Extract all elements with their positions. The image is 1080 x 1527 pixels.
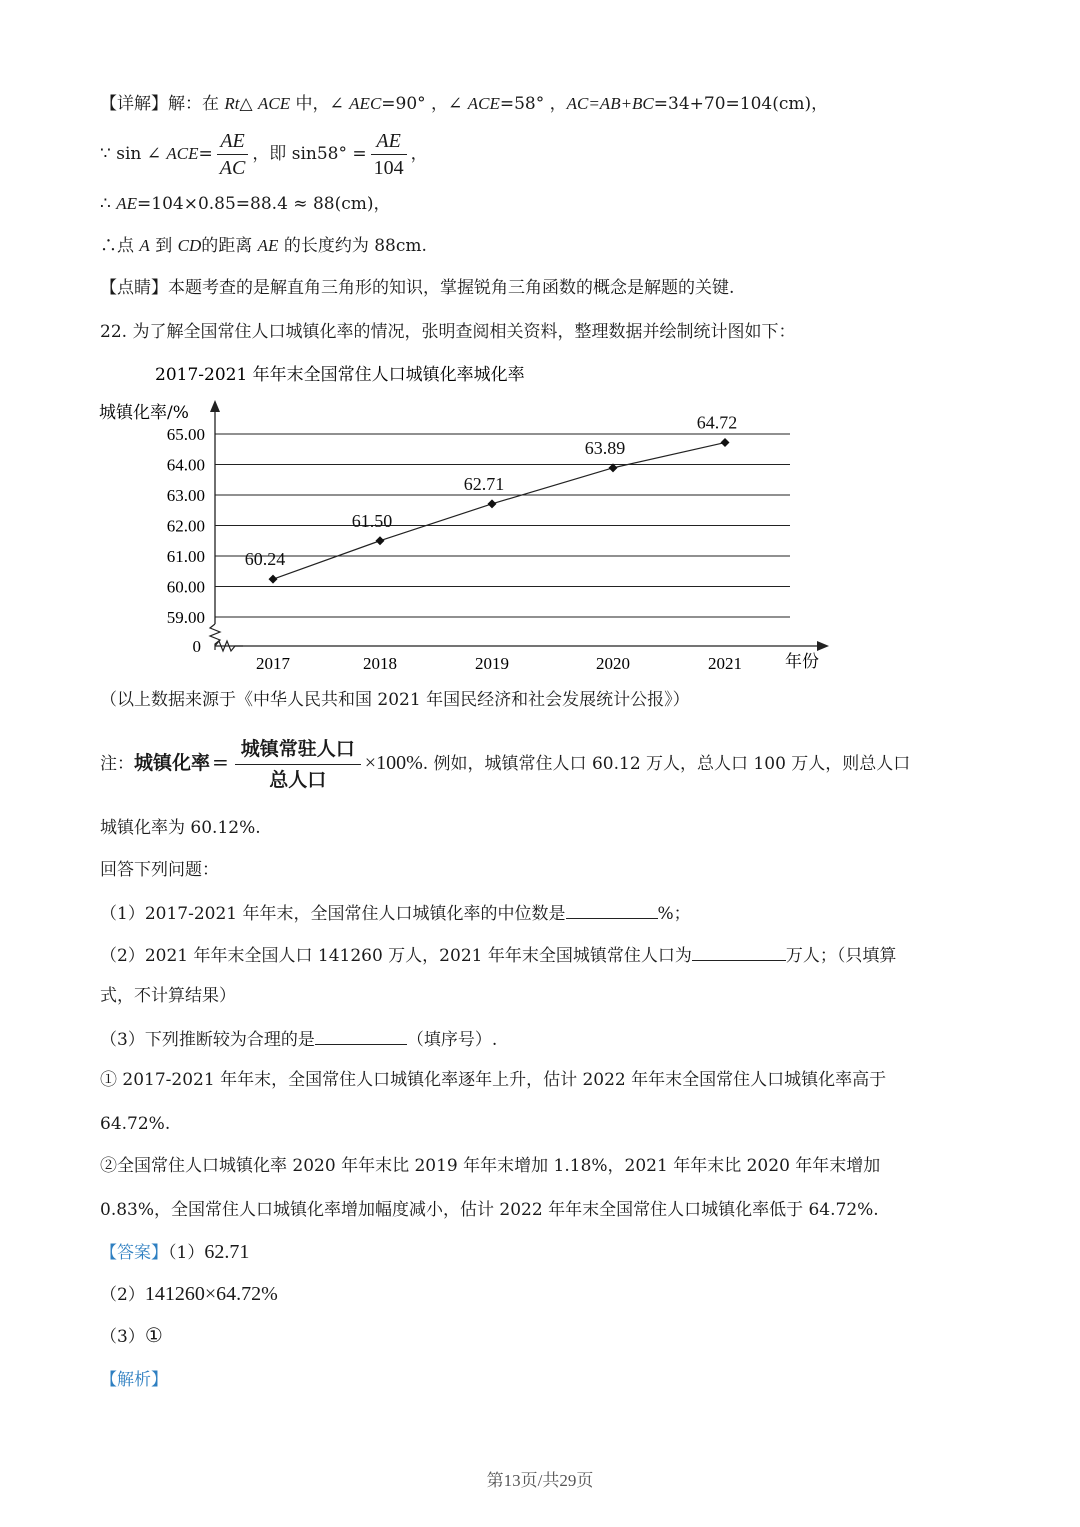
answer-line-2: （2）141260×64.72% <box>100 1283 278 1305</box>
sub-question-2: （2）2021 年年末全国人口 141260 万人，2021 年年末全国城镇常住人口为 万人；（只填算 <box>100 942 896 968</box>
chart-data-points <box>245 413 738 584</box>
chart-data-point <box>269 575 278 584</box>
question-22-stem: 22. 为了解全国常住人口城镇化率的情况，张明查阅相关资料，整理数据并绘制统计图如下： <box>100 322 796 342</box>
chart-gridlines <box>215 434 790 617</box>
chart-x-tick-label: 2019 <box>475 654 509 673</box>
chart-y-tick-label: 63.00 <box>166 486 205 505</box>
option-1: ① 2017-2021 年年末，全国常住人口城镇化率逐年上升，估计 2022 年年末全国常住人口城镇化率高于 <box>100 1070 887 1090</box>
chart-data-label: 61.50 <box>351 510 393 531</box>
chart-data-point <box>721 438 730 447</box>
chart-xlabel: 年份 <box>785 652 819 672</box>
option-1-cont: 64.72%. <box>100 1114 171 1134</box>
answer-prompt: 回答下列问题： <box>100 860 219 880</box>
chart-ylabel: 城镇化率/% <box>99 403 189 423</box>
detail-line-4: ∴点 A 到 CD的距离 AE 的长度约为 88cm. <box>100 236 427 256</box>
detail-line-2: ∵ sin ∠ ACE= $\frac{AE}{AC}$ ，即 sin58° = $\frac{AE}{104}$ ， <box>100 130 428 179</box>
answer-line-3: （3）① <box>100 1325 163 1347</box>
chart-y-tick-label: 62.00 <box>166 516 205 536</box>
detail-label: 【详解】 <box>100 94 168 114</box>
detail-line-1: 【详解】解：在 Rt△ ACE 中，∠ AEC=90° ，∠ ACE=58° ，AC=AB+BC=34+70=104(cm)， <box>100 94 829 114</box>
chart-data-label: 64.72 <box>696 412 738 433</box>
sub-question-2-cont: 式，不计算结果） <box>100 986 236 1006</box>
page-footer: 第13页/共29页 <box>486 1471 594 1490</box>
chart-x-axis-arrow <box>817 641 829 651</box>
chart-series-line <box>273 443 725 580</box>
chart-x-tick-label: 2017 <box>256 654 290 673</box>
chart-data-label: 62.71 <box>463 473 505 494</box>
analysis-label: 【解析】 <box>100 1370 168 1390</box>
chart-y-tick-label: 65.00 <box>166 425 205 444</box>
chart-y-tick-label: 59.00 <box>166 608 205 627</box>
option-2-cont: 0.83%，全国常住人口城镇化率增加幅度减小，估计 2022 年年末全国常住人口城镇化率低于 64.72%. <box>100 1200 879 1220</box>
answer-blank-3[interactable] <box>315 1026 407 1045</box>
chart-data-point <box>488 499 497 508</box>
chart-y-tick-label: 64.00 <box>166 455 205 475</box>
sub-question-3: （3）下列推断较为合理的是 （填序号）. <box>100 1026 497 1052</box>
urbanization-line-chart <box>95 360 855 680</box>
urbanization-formula-fraction: $\frac{\text{城镇常驻人口}}{\text{总人口}}$ <box>235 734 361 795</box>
chart-data-label: 63.89 <box>584 437 626 458</box>
fraction-ae-104: $\frac{AE}{104}$ <box>371 128 407 181</box>
formula-note-cont: 城镇化率为 60.12%. <box>100 818 261 838</box>
chart-data-point <box>376 536 385 545</box>
answer-label: 【答案】 <box>100 1243 168 1263</box>
answer-line-1: 【答案】（1）62.71 <box>100 1241 250 1263</box>
fraction-ae-ac: $\frac{AE}{AC}$ <box>217 128 249 181</box>
chart-x-tick-label: 2020 <box>596 654 630 673</box>
detail-line-3: ∴ AE=104×0.85=88.4 ≈ 88(cm)， <box>100 194 391 214</box>
data-source-note: （以上数据来源于《中华人民共和国 2021 年国民经济和社会发展统计公报》） <box>100 690 690 710</box>
option-2: ②全国常住人口城镇化率 2020 年年末比 2019 年年末增加 1.18%，2021 年年末比 2020 年年末增加 <box>100 1156 881 1176</box>
answer-blank-1[interactable] <box>566 900 658 919</box>
chart-x-tick-label: 2018 <box>363 654 397 673</box>
chart-origin-label: 0 <box>192 637 201 656</box>
comment-paragraph: 【点睛】本题考查的是解直角三角形的知识，掌握锐角三角函数的概念是解题的关键. <box>100 278 735 298</box>
chart-y-axis-arrow <box>210 400 220 412</box>
chart-y-tick-label: 60.00 <box>166 577 205 597</box>
formula-note: 注：城镇化率 = $\frac{\text{城镇常驻人口}}{\text{总人口}}$ ×100%. 例如，城镇常住人口 60.12 万人，总人口 100 万人，则总人口 <box>100 730 910 796</box>
answer-blank-2[interactable] <box>692 942 786 961</box>
chart-data-label: 60.24 <box>244 549 286 570</box>
chart-y-ticks <box>167 425 205 627</box>
chart-x-tick-label: 2021 <box>708 654 742 673</box>
sub-question-1: （1）2017-2021 年年末，全国常住人口城镇化率的中位数是 %； <box>100 900 691 926</box>
chart-y-tick-label: 61.00 <box>166 547 205 566</box>
chart-title: 2017-2021 年年末全国常住人口城镇化率城化率 <box>155 365 525 385</box>
chart-x-ticks <box>256 654 742 673</box>
